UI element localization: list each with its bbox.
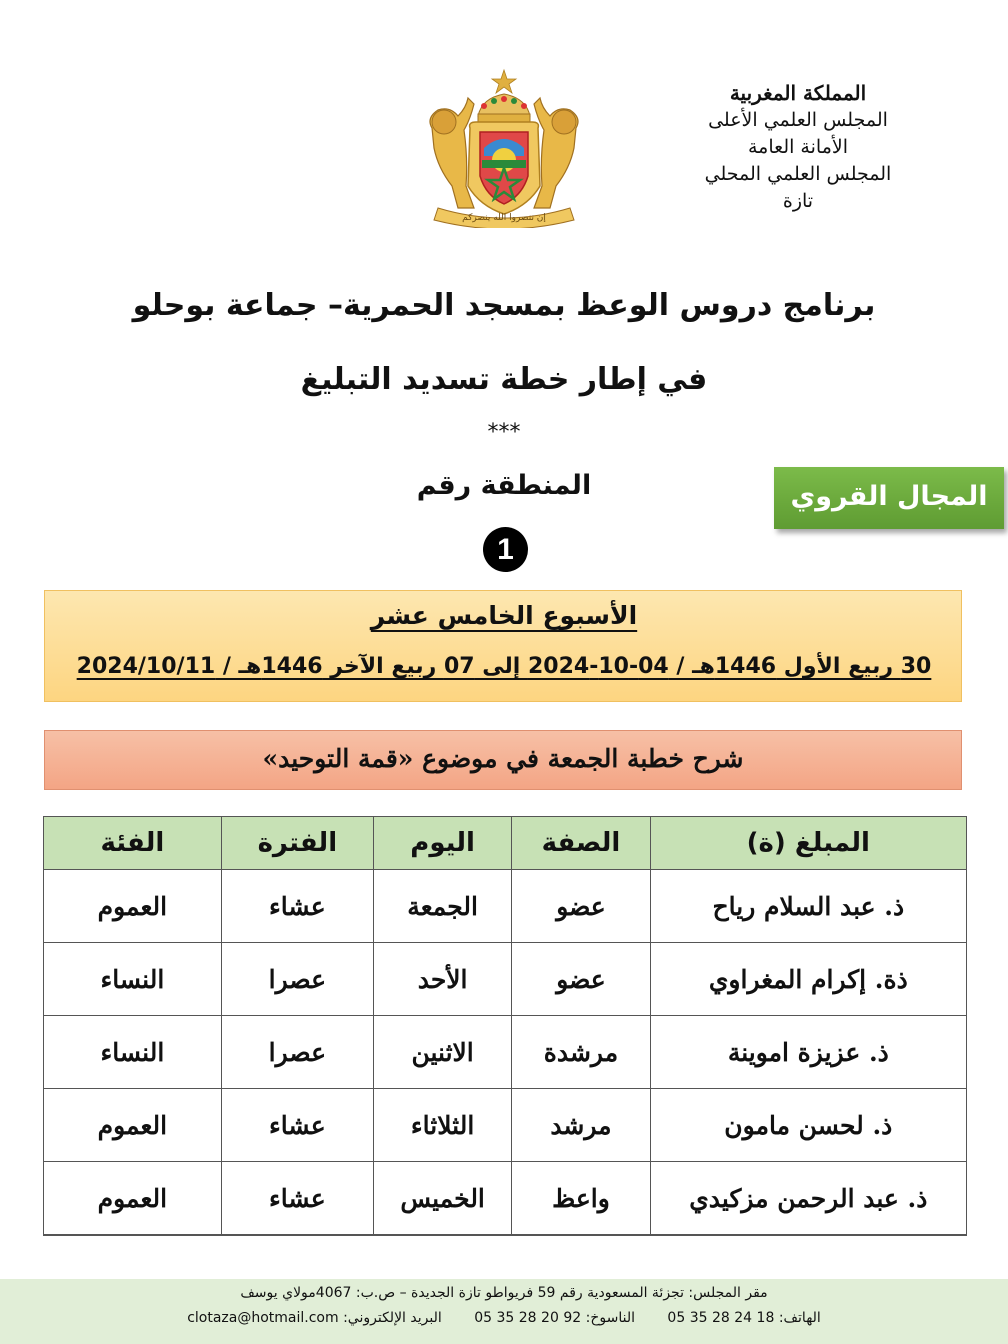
program-title: برنامج دروس الوعظ بمسجد الحمرية– جماعة بوحلو [132,288,876,323]
header-period: الفترة [221,817,373,870]
cell-role: عضو [512,943,650,1016]
rural-area-badge: المجال القروي [774,467,1004,529]
table-row [44,1162,967,1236]
footer [0,1279,1008,1344]
zone-label: المنطقة رقم [416,470,592,501]
cell-preacher: ذ. عزيزة اموينة [650,1016,966,1089]
table-row [44,870,967,943]
cell-day: الأحد [373,943,511,1016]
week-dates: 30 ربيع الأول 1446هـ / 04-10-2024 إلى 07 ربيع الآخر 1446هـ / 2024/10/11 [76,654,932,679]
cell-period: عصرا [221,943,373,1016]
cell-day: الاثنين [373,1016,511,1089]
zone-number-badge: 1 [483,527,528,572]
table-row [44,943,967,1016]
cell-period: عشاء [221,870,373,943]
cell-day: الجمعة [373,870,511,943]
cell-day: الخميس [373,1162,511,1236]
week-info-box [44,590,962,702]
footer-phone: الهاتف: 18 24 28 35 05 [667,1310,821,1326]
cell-audience: النساء [44,943,222,1016]
cell-day: الثلاثاء [373,1089,511,1162]
week-title: الأسبوع الخامس عشر [370,601,638,630]
cell-audience: النساء [44,1016,222,1089]
header-preacher: المبلغ (ة) [650,817,966,870]
cell-period: عشاء [221,1162,373,1236]
header-role: الصفة [512,817,650,870]
org-line-secretariat: الأمانة العامة [748,136,848,158]
header-audience: الفئة [44,817,222,870]
footer-email[interactable]: البريد الإلكتروني: clotaza@hotmail.com [187,1310,442,1326]
cell-period: عشاء [221,1089,373,1162]
table-row [44,1089,967,1162]
program-subtitle: في إطار خطة تسديد التبليغ [300,362,708,397]
footer-contacts [0,1310,1008,1326]
lesson-topic: شرح خطبة الجمعة في موضوع «قمة التوحيد» [44,730,962,790]
org-line-kingdom: المملكة المغربية [729,81,867,105]
footer-fax: الناسوخ: 92 20 28 35 05 [474,1310,635,1326]
schedule-table [43,816,967,1236]
cell-preacher: ذة. إكرام المغراوي [650,943,966,1016]
cell-audience: العموم [44,1089,222,1162]
separator-stars: *** [487,420,521,445]
cell-role: مرشد [512,1089,650,1162]
coat-of-arms-icon [418,68,590,228]
table-header-row [44,817,967,870]
svg-text:إن تنصروا الله ينصركم: إن تنصروا الله ينصركم [462,213,546,223]
footer-address: مقر المجلس: تجزئة المسعودية رقم 59 فريواطو تازة الجديدة – ص.ب: 4067مولاي يوسف [240,1285,768,1301]
cell-role: عضو [512,870,650,943]
cell-period: عصرا [221,1016,373,1089]
cell-preacher: ذ. لحسن مامون [650,1089,966,1162]
header-day: اليوم [373,817,511,870]
cell-audience: العموم [44,870,222,943]
cell-audience: العموم [44,1162,222,1236]
org-line-local-council: المجلس العلمي المحلي [704,163,892,185]
cell-preacher: ذ. عبد الرحمن مزكيدي [650,1162,966,1236]
org-line-supreme-council: المجلس العلمي الأعلى [708,109,888,131]
cell-role: واعظ [512,1162,650,1236]
cell-role: مرشدة [512,1016,650,1089]
table-row [44,1016,967,1089]
org-line-city: تازة [782,190,814,212]
cell-preacher: ذ. عبد السلام رياح [650,870,966,943]
organization-header [688,80,908,215]
